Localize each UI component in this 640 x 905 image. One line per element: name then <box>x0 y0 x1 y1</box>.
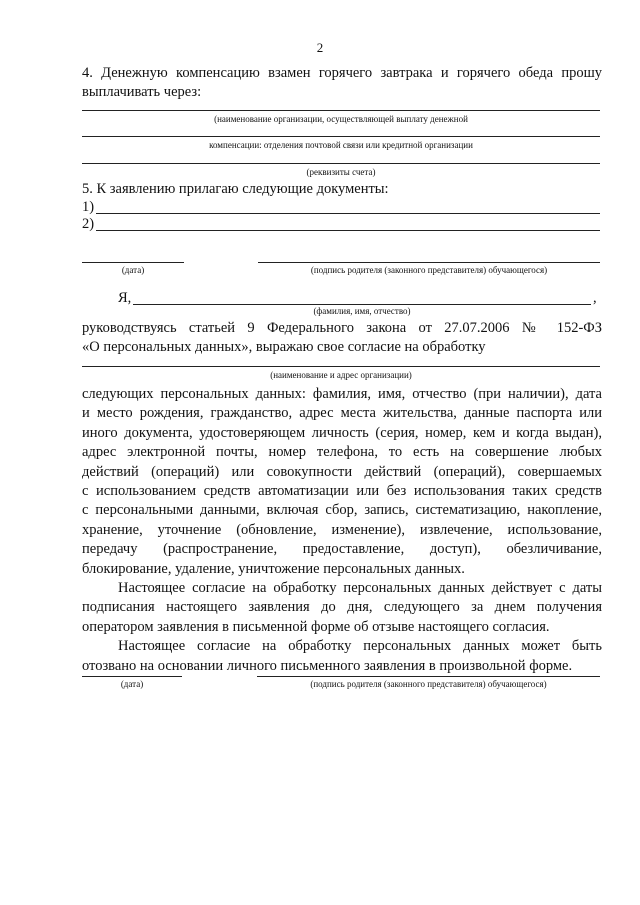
p2-l2: подписания настоящего заявления до дня, следующего за днем получения <box>82 599 602 616</box>
org-name-field-line-2[interactable] <box>82 136 600 137</box>
p1-l5: действий (операций) или совокупности действий (операций), совершаемых <box>82 463 602 480</box>
consent-line2: «О персональных данных», выражаю свое согласие на обработку <box>82 339 486 355</box>
account-details-caption: (реквизиты счета) <box>306 167 376 177</box>
fio-field-line[interactable] <box>133 304 591 305</box>
p1-l1: следующих персональных данных: фамилия, имя, отчество (при наличии), дата <box>82 386 602 402</box>
org-name-field-line[interactable] <box>82 110 600 111</box>
p1-l7: с персональными данными, включая сбор, запись, систематизацию, накопление, <box>82 502 602 519</box>
org-name-caption: (наименование организации, осуществляющей выплату денежной <box>214 114 468 124</box>
document-item-2-field[interactable] <box>96 230 600 231</box>
org-address-caption: (наименование и адрес организации) <box>270 370 412 380</box>
p1-l2: и место рождения, гражданство, адрес места жительства, данные паспорта или <box>82 405 602 422</box>
document-item-2-label: 2) <box>82 216 95 232</box>
section4-line2: выплачивать через: <box>82 84 202 100</box>
p1-l10: блокирование, удаление, уничтожение персональных данных. <box>82 560 465 577</box>
signature-caption-2: (подпись родителя (законного представителя) обучающегося) <box>310 679 547 689</box>
fio-caption: (фамилия, имя, отчество) <box>313 306 411 316</box>
p1-l3: иного документа, удостоверяющем личность (серия, номер, кем и когда выдан), <box>82 424 602 441</box>
date-caption-1: (дата) <box>121 265 145 275</box>
org-type-caption: компенсации: отделения почтовой связи или кредитной организации <box>209 140 473 150</box>
p1-l9: передачу (распространение, предоставление, доступ), обезличивание, <box>82 541 602 558</box>
page-number: 2 <box>316 40 324 55</box>
document-item-1-field[interactable] <box>96 213 600 214</box>
section5-heading: 5. К заявлению прилагаю следующие документы: <box>82 181 389 197</box>
consent-body <box>82 385 602 676</box>
p2-l3: оператором заявления в письменной форме об отзыве настоящего согласия. <box>82 618 550 635</box>
document-item-1-label: 1) <box>82 199 95 215</box>
p1-l4: адрес электронной почты, номер телефона, то есть на совершение любых <box>82 444 602 461</box>
signature-field-line-1[interactable] <box>258 262 600 263</box>
p2-l1: Настоящее согласие на обработку персональных данных действует с даты <box>118 580 602 597</box>
consent-comma: , <box>593 290 597 306</box>
date-caption-2: (дата) <box>120 679 144 689</box>
org-address-field-line[interactable] <box>82 366 600 367</box>
date-field-line-2[interactable] <box>82 676 182 677</box>
p3-l1: Настоящее согласие на обработку персональных данных может быть <box>118 638 602 655</box>
p3-l2: отозвано на основании личного письменного заявления в произвольной форме. <box>82 657 573 674</box>
date-field-line-1[interactable] <box>82 262 184 263</box>
signature-field-line-2[interactable] <box>257 676 600 677</box>
signature-caption-1: (подпись родителя (законного представителя) обучающегося) <box>310 265 548 275</box>
section4-line1: 4. Денежную компенсацию взамен горячего завтрака и горячего обеда прошу <box>82 65 602 81</box>
p1-l8: хранение, уточнение (обновление, изменение), извлечение, использование, <box>82 521 602 538</box>
consent-line1: руководствуясь статьей 9 Федерального закона от 27.07.2006 № 152-ФЗ <box>82 320 602 336</box>
consent-ya: Я, <box>118 290 132 306</box>
account-details-field-line[interactable] <box>82 163 600 164</box>
p1-l6: с использованием средств автоматизации или без использования таких средств <box>82 483 602 500</box>
